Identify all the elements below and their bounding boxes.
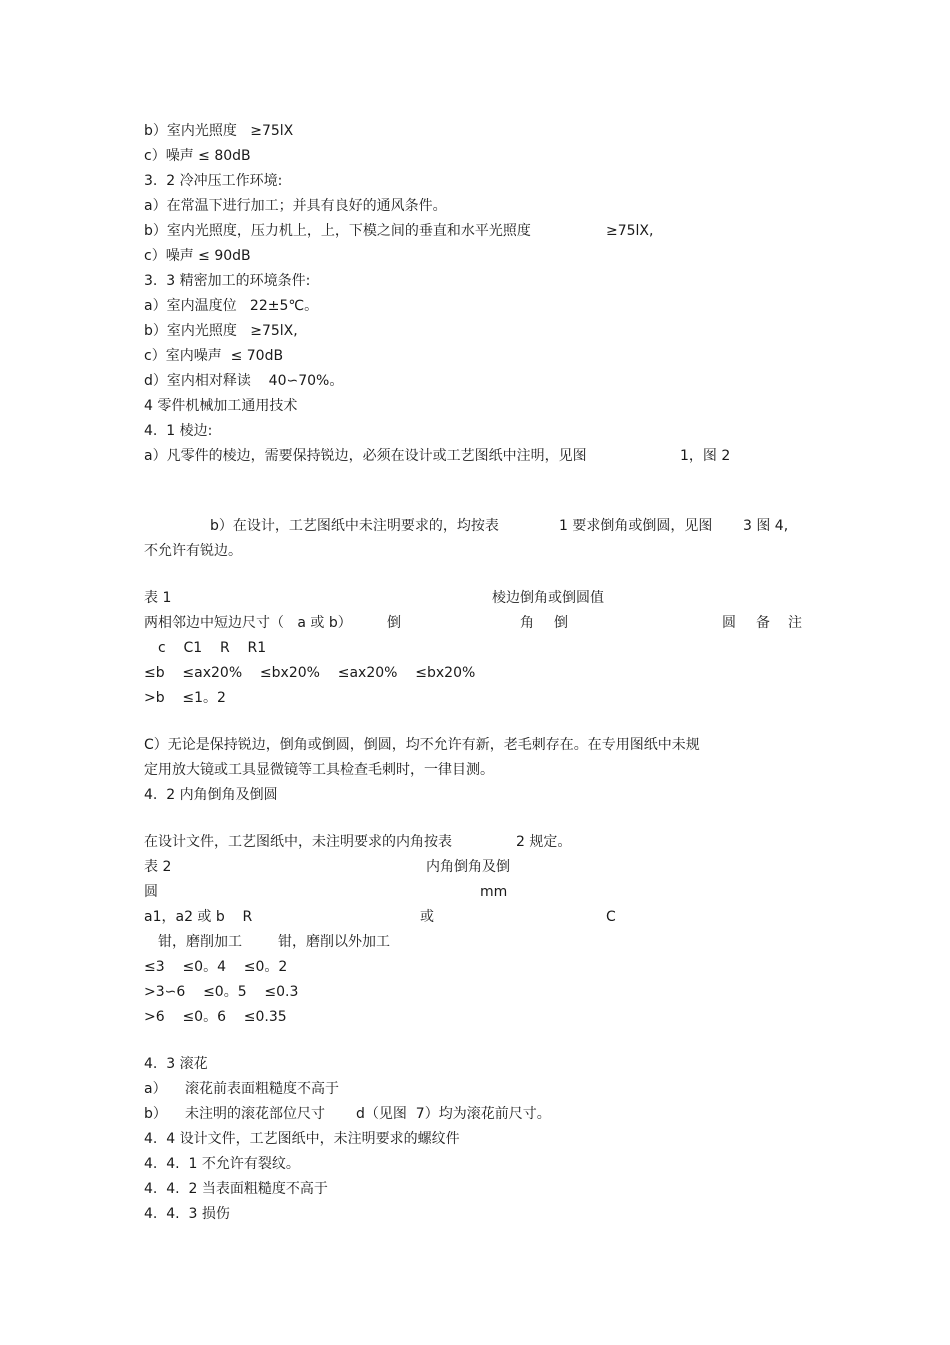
text-line: b） bbox=[144, 1106, 167, 1122]
table-label: 表 1 bbox=[144, 590, 172, 606]
table-row: c C1 R R1 bbox=[158, 640, 267, 656]
text-line: b）在设计，工艺图纸中未注明要求的，均按表 bbox=[210, 518, 499, 534]
text-line: d）室内相对释读 40∽70%。 bbox=[144, 373, 344, 389]
table-unit: mm bbox=[480, 884, 508, 900]
table-header: a1，a2 或 b R bbox=[144, 909, 253, 925]
table-title: 棱边倒角或倒圆值 bbox=[492, 590, 604, 606]
table-row: ≤b ≤ax20% ≤bx20% ≤ax20% ≤bx20% bbox=[144, 665, 476, 681]
text-line: b）室内光照度 ≥75lX bbox=[144, 123, 294, 139]
table-row: >3∽6 ≤0。5 ≤0.3 bbox=[144, 984, 299, 1000]
section-heading: 4. 2 内角倒角及倒圆 bbox=[144, 787, 278, 803]
text-line: 滚花前表面粗糙度不高于 bbox=[185, 1081, 339, 1097]
table-header: C bbox=[606, 909, 616, 925]
table-row: >6 ≤0。6 ≤0.35 bbox=[144, 1009, 287, 1025]
section-heading: 3. 3 精密加工的环境条件: bbox=[144, 273, 311, 289]
section-heading: 4. 1 棱边: bbox=[144, 423, 213, 439]
text-line: 3 图 4, bbox=[743, 518, 789, 534]
table-title: 圆 bbox=[144, 884, 158, 900]
text-line: a）在常温下进行加工；并具有良好的通风条件。 bbox=[144, 198, 447, 214]
text-line: b）室内光照度 ≥75lX, bbox=[144, 323, 298, 339]
table-title: 内角倒角及倒 bbox=[426, 859, 510, 875]
table-header: 两相邻边中短边尺寸（ a 或 b） bbox=[144, 615, 352, 631]
text-line: 2 规定。 bbox=[516, 834, 572, 850]
table-header: 倒 bbox=[554, 615, 568, 631]
section-heading: 4. 4 设计文件，工艺图纸中，未注明要求的螺纹件 bbox=[144, 1131, 460, 1147]
table-header: 注 bbox=[788, 615, 802, 631]
text-line: a） bbox=[144, 1081, 167, 1097]
text-line: C）无论是保持锐边，倒角或倒圆，倒圆，均不允许有新，老毛刺存在。在专用图纸中未规 bbox=[144, 737, 700, 753]
table-row: ≤3 ≤0。4 ≤0。2 bbox=[144, 959, 288, 975]
text-line: a）室内温度位 22±5℃。 bbox=[144, 298, 319, 314]
text-line: a）凡零件的棱边，需要保持锐边，必须在设计或工艺图纸中注明，见图 bbox=[144, 448, 587, 464]
text-line: 4. 4. 1 不允许有裂纹。 bbox=[144, 1156, 300, 1172]
table-row: >b ≤1。2 bbox=[144, 690, 226, 706]
text-line: 1，图 2 bbox=[680, 448, 731, 464]
section-heading: 4 零件机械加工通用技术 bbox=[144, 398, 298, 414]
table-header: 倒 bbox=[387, 615, 401, 631]
table-header: 备 bbox=[756, 615, 770, 631]
text-line: 4. 4. 3 损伤 bbox=[144, 1206, 230, 1222]
text-line: c）噪声 ≤ 90dB bbox=[144, 248, 251, 264]
table-header: 角 bbox=[520, 615, 534, 631]
text-line: b）室内光照度，压力机上，上，下模之间的垂直和水平光照度 bbox=[144, 223, 531, 239]
table-label: 表 2 bbox=[144, 859, 172, 875]
section-heading: 3. 2 冷冲压工作环境: bbox=[144, 173, 283, 189]
table-header: 钳，磨削加工 bbox=[158, 934, 242, 950]
text-line: 不允许有锐边。 bbox=[144, 543, 242, 559]
text-line: c）室内噪声 ≤ 70dB bbox=[144, 348, 284, 364]
text-line: 在设计文件，工艺图纸中，未注明要求的内角按表 bbox=[144, 834, 452, 850]
text-line: 4. 4. 2 当表面粗糙度不高于 bbox=[144, 1181, 328, 1197]
table-header: 或 bbox=[420, 909, 434, 925]
text-line: 定用放大镜或工具显微镜等工具检查毛刺时，一律目测。 bbox=[144, 762, 494, 778]
text-line: c）噪声 ≤ 80dB bbox=[144, 148, 251, 164]
table-header: 钳，磨削以外加工 bbox=[278, 934, 390, 950]
text-line: ≥75lX, bbox=[606, 223, 654, 239]
table-header: 圆 bbox=[722, 615, 736, 631]
section-heading: 4. 3 滚花 bbox=[144, 1056, 208, 1072]
text-line: 未注明的滚花部位尺寸 bbox=[185, 1106, 325, 1122]
text-line: d（见图 7）均为滚花前尺寸。 bbox=[356, 1106, 551, 1122]
text-line: 1 要求倒角或倒圆，见图 bbox=[559, 518, 713, 534]
